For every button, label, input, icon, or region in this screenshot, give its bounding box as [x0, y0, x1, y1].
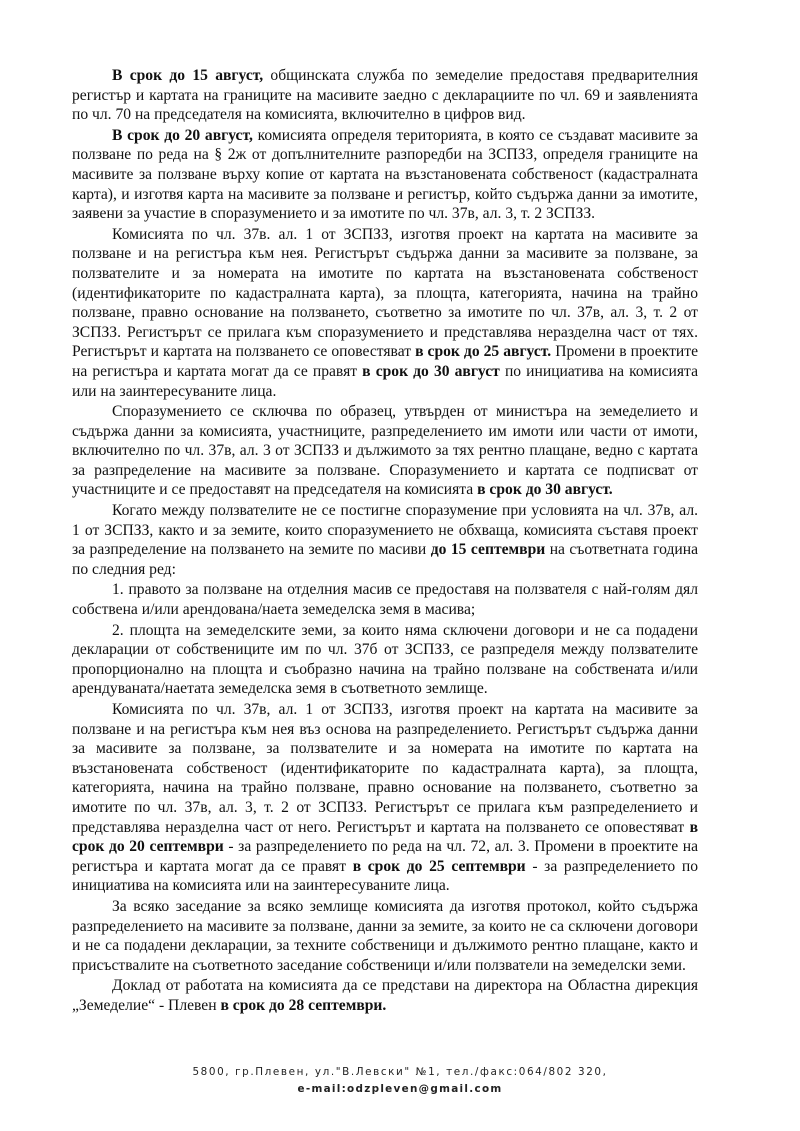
- paragraph-text: 2. площта на земеделските земи, за които няма сключени договори и не са подадени декларации от собствениците им по чл. 37б от ЗСПЗЗ, се разпределя между ползвателите пропорционално на площта и съобразно начина на трайно ползване на собствената и/или арендуваната/наетата земеделска земя в съответното землище.: [72, 621, 698, 698]
- list-item-2: [72, 621, 698, 699]
- bold-deadline-text: в срок до 25 август.: [415, 343, 552, 361]
- paragraph-agreement: [72, 402, 698, 500]
- footer-address: 5800, гр.Плевен, ул."В.Левски" №1, тел./факс:064/802 320,: [192, 1066, 608, 1078]
- bold-deadline-text: в срок до 28 септември.: [220, 996, 387, 1014]
- paragraph-text: Доклад от работата на комисията да се представи на директора на Областна дирекция „Земеделие“ - Плевен: [72, 977, 698, 1014]
- footer-email: e-mail:odzpleven@gmail.com: [297, 1083, 503, 1095]
- paragraph-text: по инициатива на комисията или на заинтересуваните лица.: [72, 362, 698, 400]
- bold-deadline-text: В срок до 20 август,: [112, 126, 253, 144]
- bold-deadline-text: В срок до 15 август,: [112, 67, 264, 84]
- paragraph-commission-distribution: [72, 700, 698, 896]
- paragraph-text: комисията определя територията, в която се създават масивите за ползване по реда на § 2ж от допълнителните разпоредби на ЗСПЗЗ, определя границите на масивите за ползване върху копие от картата на възстановената собственост (кадастралната карта), и изготвя карта на масивите за ползване и регистър, който съдържа данни за имотите, заявени за участие в споразумението и за имотите по чл. 37в, ал. 3, т. 2 ЗСПЗЗ.: [72, 126, 698, 223]
- paragraph-text: - за разпределението по инициатива на комисията или на заинтересуваните лица.: [72, 857, 699, 895]
- document-body: [72, 66, 698, 1017]
- bold-deadline-text: до 15 септември: [430, 541, 546, 559]
- paragraph-deadline-aug-20: [72, 126, 698, 224]
- bold-deadline-text: в срок до 25 септември: [352, 857, 526, 875]
- paragraph-no-agreement: [72, 501, 698, 579]
- paragraph-protocol: [72, 897, 698, 975]
- paragraph-commission-draft-map: [72, 225, 698, 401]
- bold-deadline-text: в срок до 30 август.: [477, 481, 613, 499]
- paragraph-deadline-aug-15: [72, 66, 698, 125]
- bold-deadline-text: в срок до 20 септември: [72, 818, 698, 856]
- paragraph-report: [72, 976, 698, 1015]
- paragraph-text: Промени в проектите на регистъра и картата могат да се правят: [72, 343, 698, 380]
- paragraph-text: Комисията по чл. 37в. ал. 1 от ЗСПЗЗ, изготвя проект на картата на масивите за ползване и на регистъра към нея. Регистърът съдържа данни за масивите за ползване, за ползвателите и за номерата на имотите по картата на възстановената собственост (идентификаторите по кадастралната карта), за площта, категорията, начина на трайно ползване, правно основание на ползването, съответно за имотите по чл. 37в, ал. 3, т. 2 от ЗСПЗЗ. Регистърът се прилага към споразумението и представлява неразделна част от тях. Регистърът и картата на ползването се оповестяват: [72, 225, 698, 361]
- paragraph-text: Споразумението се сключва по образец, утвърден от министъра на земеделието и съдържа данни за комисията, участниците, разпределението им имоти или части от имоти, включително по чл. 37в, ал. 3 от ЗСПЗЗ и дължимото за тях рентно плащане, ведно с картата за разпределение на масивите за ползване. Споразумението и картата се подписват от участниците и се предоставят на председателя на комисията: [72, 403, 698, 499]
- paragraph-text: За всяко заседание за всяко землище комисията да изготвя протокол, който съдържа разпределението на масивите за ползване, данни за земите, за които не са сключени договори и не са подадени декларации, за техните собственици и дължимото рентно плащане, както и присъствалите на съответното заседание собственици и/или ползватели на земеделски земи.: [72, 897, 698, 974]
- paragraph-text: общинската служба по земеделие предоставя предварителния регистър и картата на границите на масивите заедно с декларациите по чл. 69 и заявленията по чл. 70 на председателя на комисията, включително в цифров вид.: [72, 67, 698, 124]
- paragraph-text: Комисията по чл. 37в, ал. 1 от ЗСПЗЗ, изготвя проект на картата на масивите за ползване и на регистъра към нея въз основа на разпределението. Регистърът съдържа данни за масивите за ползване, за ползвателите и за номерата на имотите по картата на възстановената собственост (идентификаторите по кадастралната карта), за площта, категорията, начина на трайно ползване, правно основание на ползването, съответно за имотите по чл. 37в, ал. 3, т. 2 от ЗСПЗЗ. Регистърът се прилага към разпределението и представлява неразделна част от него. Регистърът и картата на ползването се оповестяват: [72, 701, 698, 836]
- paragraph-text: 1. правото за ползване на отделния масив се предоставя на ползвателя с най-голям дял собствена и/или арендована/наета земеделска земя в масива;: [72, 581, 698, 619]
- paragraph-text: Когато между ползвателите не се постигне споразумение при условията на чл. 37в, ал. 1 от ЗСПЗЗ, както и за земите, които споразумението не обхваща, комисията съставя проект за разпределение на ползването на земите по масиви: [72, 502, 698, 559]
- paragraph-text: на съответната година по следния ред:: [72, 541, 698, 578]
- paragraph-text: - за разпределението по реда на чл. 72, ал. 3. Промени в проектите на регистъра и картата могат да се правят: [72, 838, 698, 875]
- list-item-1: [72, 580, 698, 619]
- bold-deadline-text: в срок до 30 август: [362, 362, 500, 380]
